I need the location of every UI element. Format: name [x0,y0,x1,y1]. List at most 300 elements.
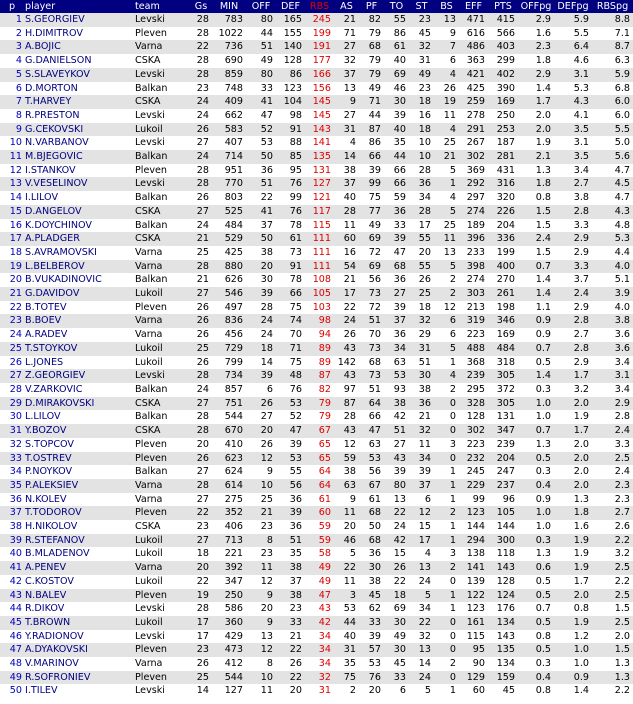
table-row [0,164,633,178]
stat-as: 21 [334,13,359,27]
stat-off: 80 [246,68,276,82]
stat-offpg: 0.5 [518,452,554,466]
stat-min: 586 [212,602,246,616]
stat-gs: 26 [190,314,212,328]
stat-st: 30 [409,369,434,383]
stat-as: 40 [334,630,359,644]
stat-min: 783 [212,13,246,27]
stat-to: 24 [384,520,409,534]
stat-as: 11 [334,219,359,233]
stat-bs: 0 [434,410,459,424]
stat-offpg: 1.0 [518,397,554,411]
team-name: CSKA [134,95,190,109]
stat-off: 25 [246,493,276,507]
column-header-pf[interactable]: PF [359,0,384,13]
stat-rbspg: 3.2 [592,547,633,561]
team-name: Levski [134,109,190,123]
stat-as: 59 [334,452,359,466]
stat-to: 34 [384,342,409,356]
rank-cell: 22 [0,301,24,315]
stat-rbs: 145 [305,109,334,123]
team-name: Levski [134,136,190,150]
stat-pts: 318 [488,356,518,370]
player-name: G.CEKOVSKI [24,123,134,137]
stat-pts: 169 [488,95,518,109]
stat-gs: 28 [190,164,212,178]
stat-as: 35 [334,657,359,671]
stat-def: 36 [276,493,305,507]
stat-off: 52 [246,123,276,137]
stat-eff: 303 [459,287,488,301]
stat-rbspg: 1.3 [592,671,633,685]
stat-gs: 18 [190,547,212,561]
stat-pf: 39 [359,630,384,644]
stat-offpg: 2.1 [518,150,554,164]
stat-off: 36 [246,164,276,178]
stat-pf: 66 [359,150,384,164]
stat-st: 10 [409,136,434,150]
stat-to: 44 [384,150,409,164]
stat-as: 5 [334,547,359,561]
stat-pts: 124 [488,589,518,603]
stat-rbs: 103 [305,301,334,315]
stat-st: 32 [409,630,434,644]
stat-rbspg: 2.5 [592,589,633,603]
stat-eff: 302 [459,424,488,438]
stat-to: 40 [384,54,409,68]
rank-cell: 6 [0,82,24,96]
table-row [0,273,633,287]
stat-to: 61 [384,40,409,54]
stat-eff: 99 [459,493,488,507]
rank-cell: 46 [0,630,24,644]
column-header-team[interactable]: team [134,0,190,13]
stat-min: 410 [212,438,246,452]
team-name: CSKA [134,397,190,411]
stat-pts: 135 [488,643,518,657]
stat-offpg: 1.3 [518,438,554,452]
stat-rbspg: 3.4 [592,356,633,370]
stat-gs: 26 [190,452,212,466]
team-name: Lukoil [134,547,190,561]
rank-cell: 44 [0,602,24,616]
stat-offpg: 0.5 [518,616,554,630]
stat-offpg: 2.9 [518,13,554,27]
stat-as: 26 [334,328,359,342]
stat-pts: 347 [488,424,518,438]
stat-to: 18 [384,589,409,603]
stat-as: 28 [334,205,359,219]
table-row [0,397,633,411]
stat-def: 75 [276,356,305,370]
stat-eff: 123 [459,506,488,520]
stat-def: 91 [276,123,305,137]
stat-bs: 6 [434,54,459,68]
stat-to: 30 [384,643,409,657]
stat-rbs: 141 [305,136,334,150]
stat-def: 140 [276,40,305,54]
team-name: Balkan [134,410,190,424]
stat-defpg: 3.5 [554,150,592,164]
stat-rbs: 87 [305,369,334,383]
stat-gs: 14 [190,684,212,698]
stat-min: 1022 [212,27,246,41]
stat-offpg: 1.5 [518,219,554,233]
stat-off: 13 [246,630,276,644]
column-header-to[interactable]: TO [384,0,409,13]
stat-off: 38 [246,246,276,260]
stat-rbspg: 2.9 [592,397,633,411]
column-header-rbs[interactable]: RBS [305,0,334,13]
stat-eff: 161 [459,616,488,630]
stat-def: 76 [276,383,305,397]
stat-pts: 400 [488,260,518,274]
stat-gs: 27 [190,534,212,548]
stat-off: 11 [246,561,276,575]
column-header-as[interactable]: AS [334,0,359,13]
stat-rbspg: 5.3 [592,232,633,246]
stat-offpg: 1.0 [518,410,554,424]
stat-to: 22 [384,506,409,520]
stat-to: 39 [384,109,409,123]
player-name: B.VUKADINOVIC [24,273,134,287]
stat-pts: 159 [488,671,518,685]
stat-eff: 141 [459,561,488,575]
rank-cell: 17 [0,232,24,246]
stat-bs: 2 [434,383,459,397]
stat-off: 20 [246,424,276,438]
stat-rbspg: 1.5 [592,643,633,657]
stat-as: 43 [334,369,359,383]
stat-defpg: 1.9 [554,616,592,630]
stat-eff: 138 [459,547,488,561]
player-name: V.MARINOV [24,657,134,671]
stat-rbspg: 3.3 [592,438,633,452]
table-row [0,95,633,109]
stat-min: 546 [212,287,246,301]
stat-min: 583 [212,123,246,137]
stat-off: 44 [246,27,276,41]
stat-pts: 96 [488,493,518,507]
table-row [0,575,633,589]
stat-offpg: 0.6 [518,561,554,575]
stat-rbspg: 4.5 [592,177,633,191]
stat-as: 27 [334,40,359,54]
stat-offpg: 0.9 [518,493,554,507]
stat-gs: 17 [190,630,212,644]
stat-rbs: 191 [305,40,334,54]
stat-st: 55 [409,260,434,274]
stat-rbs: 34 [305,643,334,657]
stat-to: 49 [384,630,409,644]
stat-defpg: 2.7 [554,328,592,342]
stat-offpg: 1.6 [518,27,554,41]
stat-rbspg: 2.3 [592,493,633,507]
stat-defpg: 3.8 [554,191,592,205]
stat-st: 18 [409,95,434,109]
player-name: T.HARVEY [24,95,134,109]
player-name: R.SOFRONIEV [24,671,134,685]
stat-def: 74 [276,314,305,328]
stat-rbs: 59 [305,534,334,548]
stat-eff: 229 [459,479,488,493]
stat-pts: 270 [488,273,518,287]
stat-rbs: 61 [305,493,334,507]
stat-pf: 99 [359,177,384,191]
column-header-def[interactable]: DEF [276,0,305,13]
stat-offpg: 0.8 [518,630,554,644]
stat-to: 45 [384,657,409,671]
rank-cell: 50 [0,684,24,698]
stat-off: 14 [246,356,276,370]
stat-def: 95 [276,164,305,178]
stat-defpg: 1.2 [554,630,592,644]
stat-pf: 79 [359,68,384,82]
stat-st: 15 [409,520,434,534]
stat-def: 61 [276,232,305,246]
column-header-defpg[interactable]: DEFpg [554,0,592,13]
stat-eff: 223 [459,328,488,342]
stat-off: 41 [246,205,276,219]
stat-gs: 17 [190,616,212,630]
rank-cell: 43 [0,589,24,603]
stat-gs: 24 [190,219,212,233]
stat-pf: 20 [359,684,384,698]
stat-off: 33 [246,82,276,96]
stat-defpg: 2.8 [554,314,592,328]
stat-gs: 24 [190,95,212,109]
stat-bs: 1 [434,602,459,616]
stat-eff: 425 [459,82,488,96]
team-name: Pleven [134,27,190,41]
stat-eff: 259 [459,95,488,109]
stat-pf: 67 [359,479,384,493]
stat-pf: 33 [359,616,384,630]
stat-offpg: 0.4 [518,671,554,685]
stat-bs: 0 [434,424,459,438]
column-header-p[interactable]: p [0,0,24,13]
stat-to: 33 [384,671,409,685]
column-header-gs[interactable]: Gs [190,0,212,13]
stat-rbs: 49 [305,575,334,589]
stat-defpg: 2.4 [554,287,592,301]
stat-min: 951 [212,164,246,178]
stat-to: 63 [384,356,409,370]
stat-pf: 69 [359,232,384,246]
column-header-st[interactable]: ST [409,0,434,13]
stat-st: 55 [409,232,434,246]
stat-pts: 176 [488,602,518,616]
table-row [0,547,633,561]
stat-offpg: 0.3 [518,534,554,548]
stat-defpg: 1.7 [554,369,592,383]
player-name: G.DAVIDOV [24,287,134,301]
player-name: R.STEFANOV [24,534,134,548]
stat-gs: 21 [190,273,212,287]
stat-min: 275 [212,493,246,507]
stat-defpg: 2.0 [554,589,592,603]
player-name: S.GEORGIEV [24,13,134,27]
column-header-min[interactable]: MIN [212,0,246,13]
stat-defpg: 6.4 [554,40,592,54]
player-name: H.NIKOLOV [24,520,134,534]
player-name: S.TOPCOV [24,438,134,452]
stat-bs: 1 [434,493,459,507]
stat-gs: 28 [190,369,212,383]
table-body [0,13,633,698]
stat-rbspg: 1.3 [592,657,633,671]
team-name: Varna [134,314,190,328]
stat-pts: 281 [488,150,518,164]
stat-def: 165 [276,13,305,27]
stat-pts: 253 [488,123,518,137]
stat-offpg: 2.0 [518,109,554,123]
team-name: CSKA [134,232,190,246]
stat-rbspg: 2.5 [592,452,633,466]
stat-pf: 50 [359,520,384,534]
stat-defpg: 1.9 [554,534,592,548]
stat-defpg: 4.6 [554,54,592,68]
stat-rbspg: 3.8 [592,314,633,328]
stat-pts: 320 [488,191,518,205]
stat-bs: 6 [434,328,459,342]
table-row [0,465,633,479]
team-name: Levski [134,602,190,616]
column-header-rbspg[interactable]: RBSpg [592,0,633,13]
rank-cell: 39 [0,534,24,548]
stat-eff: 421 [459,68,488,82]
column-header-offpg[interactable]: OFFpg [518,0,554,13]
stat-pf: 63 [359,438,384,452]
stat-pf: 77 [359,205,384,219]
stat-gs: 24 [190,383,212,397]
stat-defpg: 4.1 [554,109,592,123]
rank-cell: 36 [0,493,24,507]
stat-st: 38 [409,383,434,397]
table-row [0,479,633,493]
table-row [0,314,633,328]
stat-rbs: 89 [305,342,334,356]
stat-offpg: 0.3 [518,657,554,671]
stat-to: 36 [384,273,409,287]
stat-rbs: 79 [305,410,334,424]
stat-pf: 73 [359,287,384,301]
stat-min: 412 [212,657,246,671]
stat-gs: 20 [190,438,212,452]
stat-off: 9 [246,616,276,630]
stat-st: 34 [409,191,434,205]
stat-pf: 68 [359,40,384,54]
column-header-eff[interactable]: EFF [459,0,488,13]
stat-defpg: 1.3 [554,493,592,507]
stat-eff: 396 [459,232,488,246]
stat-pf: 68 [359,534,384,548]
stat-to: 47 [384,246,409,260]
stat-as: 22 [334,301,359,315]
stat-off: 20 [246,260,276,274]
stat-pts: 431 [488,164,518,178]
stat-pts: 134 [488,657,518,671]
player-name: A.PLADGER [24,232,134,246]
stat-as: 3 [334,589,359,603]
stat-pf: 71 [359,95,384,109]
stat-gs: 26 [190,328,212,342]
stat-rbs: 64 [305,479,334,493]
stat-def: 88 [276,136,305,150]
stat-defpg: 3.3 [554,219,592,233]
stat-rbspg: 4.7 [592,191,633,205]
player-name: S.AVRAMOVSKI [24,246,134,260]
stat-st: 39 [409,465,434,479]
stat-pf: 56 [359,465,384,479]
table-row [0,534,633,548]
stat-defpg: 4.3 [554,95,592,109]
stat-st: 28 [409,205,434,219]
stat-rbspg: 4.3 [592,205,633,219]
stat-pts: 402 [488,68,518,82]
stat-st: 12 [409,506,434,520]
stat-rbs: 177 [305,54,334,68]
stat-off: 28 [246,301,276,315]
stat-gs: 28 [190,54,212,68]
stat-st: 24 [409,575,434,589]
stat-gs: 27 [190,493,212,507]
stat-st: 11 [409,438,434,452]
table-row [0,82,633,96]
stat-min: 407 [212,136,246,150]
rank-cell: 13 [0,177,24,191]
column-header-bs[interactable]: BS [434,0,459,13]
stat-st: 51 [409,356,434,370]
player-name: L.JONES [24,356,134,370]
stat-offpg: 1.4 [518,273,554,287]
stat-offpg: 0.3 [518,383,554,397]
stat-bs: 11 [434,232,459,246]
stat-rbspg: 5.6 [592,150,633,164]
stat-def: 78 [276,219,305,233]
rank-cell: 29 [0,397,24,411]
stat-pts: 305 [488,397,518,411]
stat-rbs: 143 [305,123,334,137]
stat-bs: 21 [434,150,459,164]
stat-rbs: 67 [305,424,334,438]
stat-off: 37 [246,219,276,233]
player-name: D.MIRAKOVSKI [24,397,134,411]
team-name: Varna [134,493,190,507]
table-row [0,452,633,466]
rank-cell: 28 [0,383,24,397]
stat-rbspg: 3.1 [592,369,633,383]
stat-off: 51 [246,40,276,54]
player-name: B.MLADENOV [24,547,134,561]
column-header-pts[interactable]: PTS [488,0,518,13]
rank-cell: 2 [0,27,24,41]
stat-off: 26 [246,397,276,411]
stat-rbs: 65 [305,438,334,452]
stat-min: 690 [212,54,246,68]
stat-to: 86 [384,27,409,41]
stat-pts: 204 [488,219,518,233]
table-row [0,342,633,356]
stat-min: 429 [212,630,246,644]
column-header-player[interactable]: player [24,0,134,13]
table-row [0,219,633,233]
column-header-off[interactable]: OFF [246,0,276,13]
player-name: T.STOYKOV [24,342,134,356]
stat-pts: 261 [488,287,518,301]
stat-pf: 70 [359,328,384,342]
stat-def: 71 [276,342,305,356]
